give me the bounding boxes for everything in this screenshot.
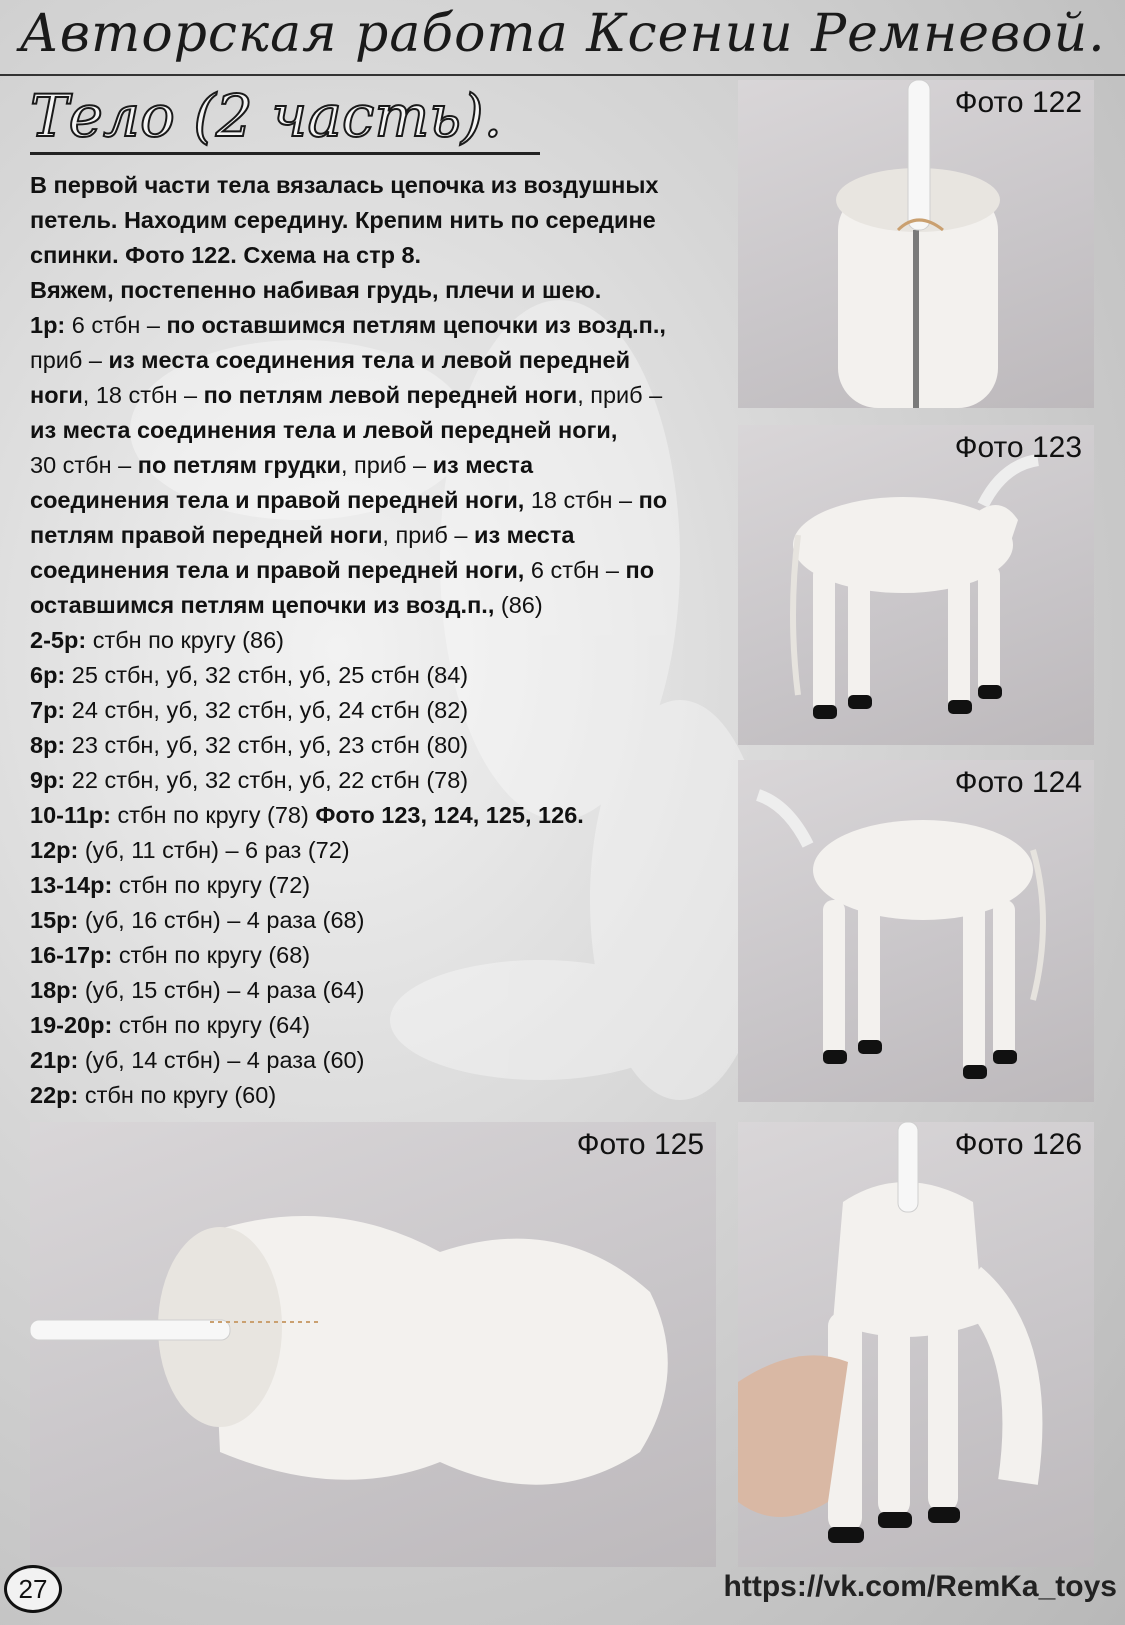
photo-126 (738, 1122, 1094, 1567)
photo-126-image (738, 1122, 1094, 1567)
photo-124-image (738, 760, 1094, 1102)
instruction-segment: 2-5р: (30, 627, 93, 653)
instruction-segment: 10-11р: (30, 802, 118, 828)
instruction-line (30, 763, 735, 798)
instruction-segment: , приб – (340, 452, 433, 478)
instruction-line (30, 973, 735, 1008)
instruction-line (30, 728, 735, 763)
instruction-line (30, 1078, 735, 1113)
instruction-segment: 22р: (30, 1082, 85, 1108)
instruction-segment: петель. Находим середину. Крепим нить по середине (30, 207, 656, 233)
instruction-line (30, 448, 735, 483)
instruction-line (30, 308, 735, 343)
photo-123-label: Фото 123 (954, 431, 1082, 464)
instruction-segment: стбн по кругу (64) (118, 1012, 311, 1038)
instruction-line (30, 1008, 735, 1043)
instruction-line (30, 798, 735, 833)
photo-125-image (30, 1122, 716, 1567)
instruction-line (30, 658, 735, 693)
photo-122 (738, 80, 1094, 408)
instruction-segment: 16-17р: (30, 942, 119, 968)
instruction-line (30, 588, 735, 623)
instruction-segment: по (625, 557, 655, 583)
instruction-segment: соединения тела и правой передней ноги, (30, 557, 525, 583)
instruction-segment: по петлям грудки (137, 452, 341, 478)
instruction-segment: соединения тела и правой передней ноги, (30, 487, 525, 513)
instruction-segment: 25 стбн, уб, 32 стбн, уб, 25 стбн (84) (71, 662, 469, 688)
instruction-segment: 6р: (30, 662, 72, 688)
instruction-line (30, 1043, 735, 1078)
instruction-segment: 18р: (30, 977, 85, 1003)
instruction-line (30, 413, 735, 448)
instruction-segment: приб – (30, 347, 109, 373)
instruction-line (30, 203, 735, 238)
instruction-line (30, 168, 735, 203)
instruction-segment: оставшимся петлям цепочки из возд.п., (30, 592, 495, 618)
instruction-segment: 15р: (30, 907, 85, 933)
instruction-segment: из места соединения тела и левой передней ноги, (30, 417, 618, 443)
instruction-segment: 21р: (30, 1047, 85, 1073)
instruction-segment: 30 стбн – (30, 452, 138, 478)
instruction-segment: петлям правой передней ноги (30, 522, 383, 548)
instruction-line (30, 623, 735, 658)
photo-126-label: Фото 126 (954, 1128, 1082, 1161)
photo-125 (30, 1122, 716, 1567)
instruction-segment: 9р: (30, 767, 72, 793)
instruction-line (30, 938, 735, 973)
instruction-segment: 7р: (30, 697, 72, 723)
photo-123-image (738, 425, 1094, 745)
instruction-segment: 23 стбн, уб, 32 стбн, уб, 23 стбн (80) (71, 732, 469, 758)
photo-122-image (738, 80, 1094, 408)
header-title: Авторская работа Ксении Ремневой. (19, 4, 1106, 64)
instruction-segment: Вяжем, постепенно набивая грудь, плечи и шею. (30, 277, 602, 303)
section-title-underline (30, 152, 540, 155)
instruction-segment: Фото 123, 124, 125, 126. (315, 802, 584, 828)
photo-124 (738, 760, 1094, 1102)
instruction-line (30, 238, 735, 273)
instruction-segment: (уб, 14 стбн) – 4 раза (60) (84, 1047, 365, 1073)
instruction-segment: (уб, 15 стбн) – 4 раза (64) (84, 977, 365, 1003)
instruction-segment: стбн по кругу (72) (118, 872, 311, 898)
photo-124-label: Фото 124 (954, 766, 1082, 799)
instruction-line (30, 343, 735, 378)
instruction-line (30, 903, 735, 938)
instruction-segment: стбн по кругу (60) (84, 1082, 277, 1108)
instruction-segment: по (638, 487, 668, 513)
photo-122-label: Фото 122 (954, 86, 1082, 119)
instruction-line (30, 378, 735, 413)
instruction-line (30, 868, 735, 903)
instruction-segment: 6 стбн – (71, 312, 167, 338)
instruction-line (30, 553, 735, 588)
instruction-segment: стбн по кругу (68) (118, 942, 311, 968)
instruction-segment: ноги (30, 382, 83, 408)
instruction-line (30, 273, 735, 308)
instruction-segment: 19-20р: (30, 1012, 119, 1038)
instruction-segment: (уб, 16 стбн) – 4 раза (68) (84, 907, 365, 933)
instruction-segment: по оставшимся петлям цепочки из возд.п., (166, 312, 666, 338)
instruction-segment: 13-14р: (30, 872, 119, 898)
instruction-segment: 12р: (30, 837, 85, 863)
instruction-segment: (86) (494, 592, 543, 618)
instruction-segment: из места (432, 452, 534, 478)
section-title: Тело (2 часть). (30, 82, 503, 150)
instruction-segment: , приб – (577, 382, 663, 408)
header-divider (0, 74, 1125, 76)
instruction-segment: , приб – (382, 522, 474, 548)
footer-url-link[interactable]: https://vk.com/RemKa_toys (723, 1570, 1117, 1603)
instruction-segment: В первой части тела вязалась цепочка из воздушных (30, 172, 659, 198)
instruction-segment: (уб, 11 стбн) – 6 раз (72) (84, 837, 350, 863)
instruction-segment: , 18 стбн – (82, 382, 204, 408)
photo-125-label: Фото 125 (576, 1128, 704, 1161)
instruction-segment: 6 стбн – (524, 557, 626, 583)
instruction-line (30, 693, 735, 728)
instruction-segment: по петлям левой передней ноги (203, 382, 578, 408)
instruction-line (30, 833, 735, 868)
instruction-segment: 18 стбн – (524, 487, 639, 513)
instruction-line (30, 518, 735, 553)
instruction-segment: стбн по кругу (86) (92, 627, 284, 653)
instruction-segment: 22 стбн, уб, 32 стбн, уб, 22 стбн (78) (71, 767, 469, 793)
instruction-segment: 24 стбн, уб, 32 стбн, уб, 24 стбн (82) (71, 697, 469, 723)
photo-123 (738, 425, 1094, 745)
instruction-segment: 1р: (30, 312, 72, 338)
instructions-text (30, 168, 735, 1113)
instruction-segment: 8р: (30, 732, 72, 758)
instruction-segment: спинки. Фото 122. Схема на стр 8. (30, 242, 422, 268)
instruction-line (30, 483, 735, 518)
instruction-segment: из места (474, 522, 575, 548)
instruction-segment: из места соединения тела и левой передней (108, 347, 631, 373)
page-number: 27 (4, 1565, 62, 1613)
instruction-segment: стбн по кругу (78) (117, 802, 316, 828)
